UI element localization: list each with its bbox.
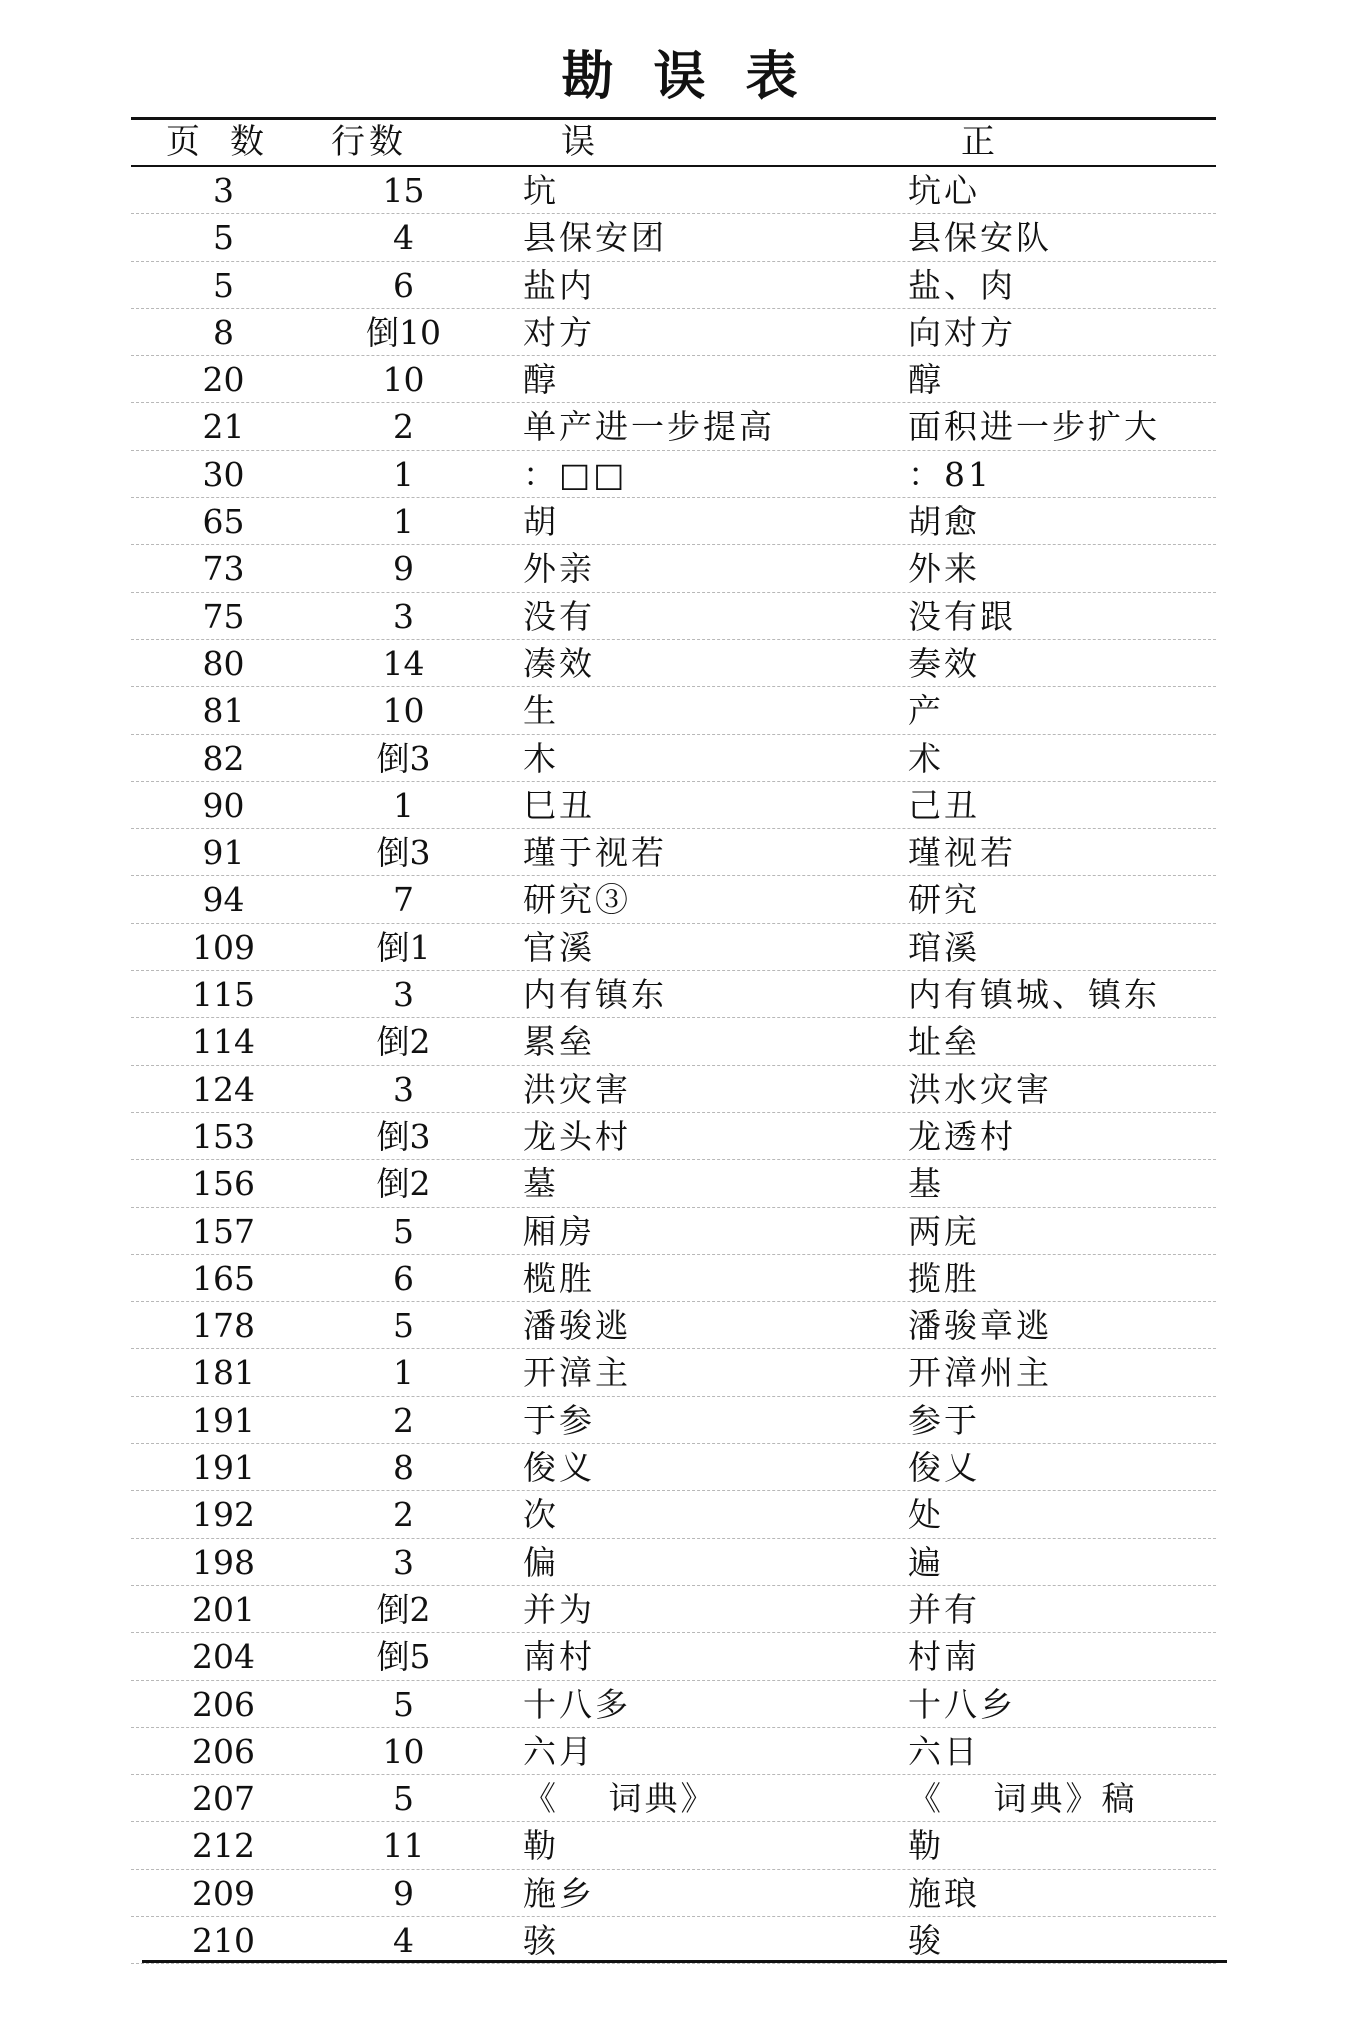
table-row: [131, 214, 1216, 261]
right-cell: 址垒: [908, 1022, 980, 1062]
wrong-cell: 骇: [523, 1920, 559, 1960]
wrong-cell: 于参: [523, 1400, 595, 1440]
table-row: [131, 876, 1216, 923]
line-cell: 倒1: [376, 927, 431, 967]
page-cell: 206: [192, 1684, 255, 1724]
page-cell: 3: [213, 171, 234, 210]
wrong-cell: 盐内: [523, 265, 595, 305]
right-cell: 基: [908, 1164, 944, 1204]
wrong-cell: 凑效: [523, 643, 595, 683]
right-cell: 研究: [908, 880, 980, 920]
table-row: [131, 782, 1216, 829]
page-cell: 91: [202, 833, 245, 873]
bottom-rule: [142, 1960, 1227, 1963]
table-row: [131, 829, 1216, 876]
right-cell: 内有镇城、镇东: [908, 975, 1160, 1015]
line-cell: 10: [382, 691, 425, 731]
line-cell: 3: [393, 975, 414, 1015]
table-row: [131, 451, 1216, 498]
right-cell: 盐、肉: [908, 265, 1016, 305]
table-row: [131, 1491, 1216, 1538]
page-cell: 73: [202, 549, 245, 589]
table-row: [131, 1349, 1216, 1396]
page-cell: 178: [192, 1306, 255, 1346]
table-row: [131, 1822, 1216, 1869]
page-cell: 90: [202, 785, 245, 825]
right-cell: 醇: [908, 360, 944, 400]
page-cell: 80: [202, 643, 245, 683]
table-row: [131, 593, 1216, 640]
line-cell: 2: [393, 1495, 414, 1535]
table-row: [131, 1018, 1216, 1065]
wrong-cell: 研究③: [523, 880, 631, 920]
wrong-cell: 外亲: [523, 549, 595, 589]
line-cell: 14: [382, 643, 425, 683]
table-row: [131, 356, 1216, 403]
page-cell: 206: [192, 1731, 255, 1771]
table-row: [131, 1775, 1216, 1822]
wrong-cell: 六月: [523, 1731, 595, 1771]
line-cell: 9: [393, 1873, 414, 1913]
table-row: [131, 545, 1216, 592]
right-cell: 瑾视若: [908, 833, 1016, 873]
wrong-cell: 勒: [523, 1826, 559, 1866]
line-cell: 10: [382, 1731, 425, 1771]
line-cell: 2: [393, 407, 414, 447]
page-cell: 157: [192, 1211, 255, 1251]
table-header: [131, 119, 1216, 165]
page-cell: 21: [202, 407, 245, 447]
line-cell: 1: [393, 1353, 414, 1393]
right-cell: 开漳州主: [908, 1353, 1052, 1393]
page-cell: 198: [192, 1542, 255, 1582]
header-line: 行数: [331, 122, 407, 162]
wrong-cell: 俊义: [523, 1448, 595, 1488]
table-row: [131, 1586, 1216, 1633]
page-cell: 94: [202, 880, 245, 920]
right-cell: 两庑: [908, 1211, 980, 1251]
page-title: 勘误表: [561, 46, 838, 107]
table-row: [131, 262, 1216, 309]
wrong-cell: 单产进一步提高: [523, 407, 775, 447]
page-cell: 156: [192, 1164, 255, 1204]
page-cell: 8: [213, 312, 234, 352]
table-row: [131, 309, 1216, 356]
line-cell: 2: [393, 1400, 414, 1440]
wrong-cell: 开漳主: [523, 1353, 631, 1393]
header-wrong: 误: [561, 122, 595, 162]
wrong-cell: 木: [523, 738, 559, 778]
wrong-cell: 墓: [523, 1164, 559, 1204]
wrong-cell: 《 词典》: [523, 1779, 717, 1819]
line-cell: 倒10: [366, 312, 441, 352]
wrong-cell: 潘骏逃: [523, 1306, 631, 1346]
right-cell: 村南: [908, 1637, 980, 1677]
wrong-cell: 坑: [523, 171, 559, 210]
wrong-cell: 没有: [523, 596, 595, 636]
right-cell: 县保安队: [908, 218, 1052, 258]
line-cell: 倒2: [376, 1164, 431, 1204]
table-row: [131, 1917, 1216, 1964]
right-cell: 琯溪: [908, 927, 980, 967]
page-cell: 65: [202, 502, 245, 542]
page-cell: 115: [192, 975, 255, 1015]
page-cell: 209: [192, 1873, 255, 1913]
table-row: [131, 1113, 1216, 1160]
page-cell: 192: [192, 1495, 255, 1535]
right-cell: 洪水灾害: [908, 1069, 1052, 1109]
wrong-cell: 厢房: [523, 1211, 595, 1251]
line-cell: 7: [393, 880, 414, 920]
wrong-cell: 对方: [523, 312, 595, 352]
page-cell: 204: [192, 1637, 255, 1677]
right-cell: 十八乡: [908, 1684, 1016, 1724]
wrong-cell: 并为: [523, 1589, 595, 1629]
page-cell: 30: [202, 454, 245, 494]
wrong-cell: 胡: [523, 502, 559, 542]
line-cell: 11: [382, 1826, 425, 1866]
page-cell: 191: [192, 1400, 255, 1440]
page-cell: 109: [192, 927, 255, 967]
wrong-cell: 瑾于视若: [523, 833, 667, 873]
header-page: 页数: [166, 122, 294, 162]
table-row: [131, 1870, 1216, 1917]
line-cell: 9: [393, 549, 414, 589]
right-cell: 面积进一步扩大: [908, 407, 1160, 447]
right-cell: 遍: [908, 1542, 944, 1582]
wrong-cell: 洪灾害: [523, 1069, 631, 1109]
line-cell: 6: [393, 265, 414, 305]
right-cell: 龙透村: [908, 1116, 1016, 1156]
page-cell: 124: [192, 1069, 255, 1109]
right-cell: 骏: [908, 1920, 944, 1960]
right-cell: 外来: [908, 549, 980, 589]
line-cell: 4: [393, 218, 414, 258]
line-cell: 倒3: [376, 1116, 431, 1156]
wrong-cell: 施乡: [523, 1873, 595, 1913]
wrong-cell: 内有镇东: [523, 975, 667, 1015]
right-cell: 没有跟: [908, 596, 1016, 636]
page-cell: 212: [192, 1826, 255, 1866]
table-row: [131, 1208, 1216, 1255]
wrong-cell: 偏: [523, 1542, 559, 1582]
wrong-cell: 醇: [523, 360, 559, 400]
line-cell: 3: [393, 1069, 414, 1109]
line-cell: 倒2: [376, 1022, 431, 1062]
page-cell: 210: [192, 1920, 255, 1960]
right-cell: 揽胜: [908, 1258, 980, 1298]
wrong-cell: 龙头村: [523, 1116, 631, 1156]
right-cell: 《 词典》稿: [908, 1779, 1138, 1819]
right-cell: ：81: [908, 454, 992, 494]
line-cell: 5: [393, 1306, 414, 1346]
table-row: [131, 1444, 1216, 1491]
line-cell: 1: [393, 454, 414, 494]
line-cell: 3: [393, 596, 414, 636]
right-cell: 坑心: [908, 171, 980, 210]
table-row: [131, 1302, 1216, 1349]
line-cell: 倒5: [376, 1637, 431, 1677]
page-cell: 5: [213, 265, 234, 305]
table-row: [131, 498, 1216, 545]
right-cell: 胡愈: [908, 502, 980, 542]
line-cell: 倒3: [376, 833, 431, 873]
wrong-cell: 县保安团: [523, 218, 667, 258]
page-cell: 75: [202, 596, 245, 636]
page-cell: 5: [213, 218, 234, 258]
wrong-cell: 生: [523, 691, 559, 731]
table-row: [131, 1633, 1216, 1680]
line-cell: 倒2: [376, 1589, 431, 1629]
table-row: [131, 1066, 1216, 1113]
line-cell: 6: [393, 1258, 414, 1298]
header-right: 正: [961, 122, 995, 162]
wrong-cell: 巳丑: [523, 785, 595, 825]
page-cell: 201: [192, 1589, 255, 1629]
table-row: [131, 1681, 1216, 1728]
line-cell: 5: [393, 1684, 414, 1724]
page-cell: 81: [202, 691, 245, 731]
line-cell: 4: [393, 1920, 414, 1960]
wrong-cell: 榄胜: [523, 1258, 595, 1298]
line-cell: 15: [382, 171, 425, 210]
right-cell: 参于: [908, 1400, 980, 1440]
wrong-cell: 次: [523, 1495, 559, 1535]
page-cell: 165: [192, 1258, 255, 1298]
page-cell: 207: [192, 1779, 255, 1819]
page-cell: 153: [192, 1116, 255, 1156]
line-cell: 3: [393, 1542, 414, 1582]
table-row: [131, 1255, 1216, 1302]
page-cell: 181: [192, 1353, 255, 1393]
page-cell: 114: [192, 1022, 255, 1062]
table-row: [131, 1397, 1216, 1444]
right-cell: 潘骏章逃: [908, 1306, 1052, 1346]
line-cell: 5: [393, 1211, 414, 1251]
table-row: [131, 971, 1216, 1018]
right-cell: 处: [908, 1495, 944, 1535]
table-row: [131, 167, 1216, 214]
right-cell: 施琅: [908, 1873, 980, 1913]
right-cell: 向对方: [908, 312, 1016, 352]
right-cell: 俊乂: [908, 1448, 980, 1488]
right-cell: 六日: [908, 1731, 980, 1771]
line-cell: 1: [393, 785, 414, 825]
table-row: [131, 640, 1216, 687]
table-row: [131, 1539, 1216, 1586]
line-cell: 10: [382, 360, 425, 400]
right-cell: 并有: [908, 1589, 980, 1629]
page-cell: 82: [202, 738, 245, 778]
wrong-cell: ：□□: [523, 454, 628, 494]
table-row: [131, 924, 1216, 971]
right-cell: 术: [908, 738, 944, 778]
wrong-cell: 十八多: [523, 1684, 631, 1724]
right-cell: 勒: [908, 1826, 944, 1866]
errata-table: [131, 167, 1216, 1964]
line-cell: 倒3: [376, 738, 431, 778]
page-cell: 20: [202, 360, 245, 400]
right-cell: 产: [908, 691, 944, 731]
wrong-cell: 累垒: [523, 1022, 595, 1062]
wrong-cell: 官溪: [523, 927, 595, 967]
table-row: [131, 1160, 1216, 1207]
table-row: [131, 687, 1216, 734]
table-row: [131, 1728, 1216, 1775]
line-cell: 1: [393, 502, 414, 542]
table-row: [131, 403, 1216, 450]
page-cell: 191: [192, 1448, 255, 1488]
wrong-cell: 南村: [523, 1637, 595, 1677]
right-cell: 奏效: [908, 643, 980, 683]
table-row: [131, 735, 1216, 782]
right-cell: 己丑: [908, 785, 980, 825]
line-cell: 8: [393, 1448, 414, 1488]
line-cell: 5: [393, 1779, 414, 1819]
